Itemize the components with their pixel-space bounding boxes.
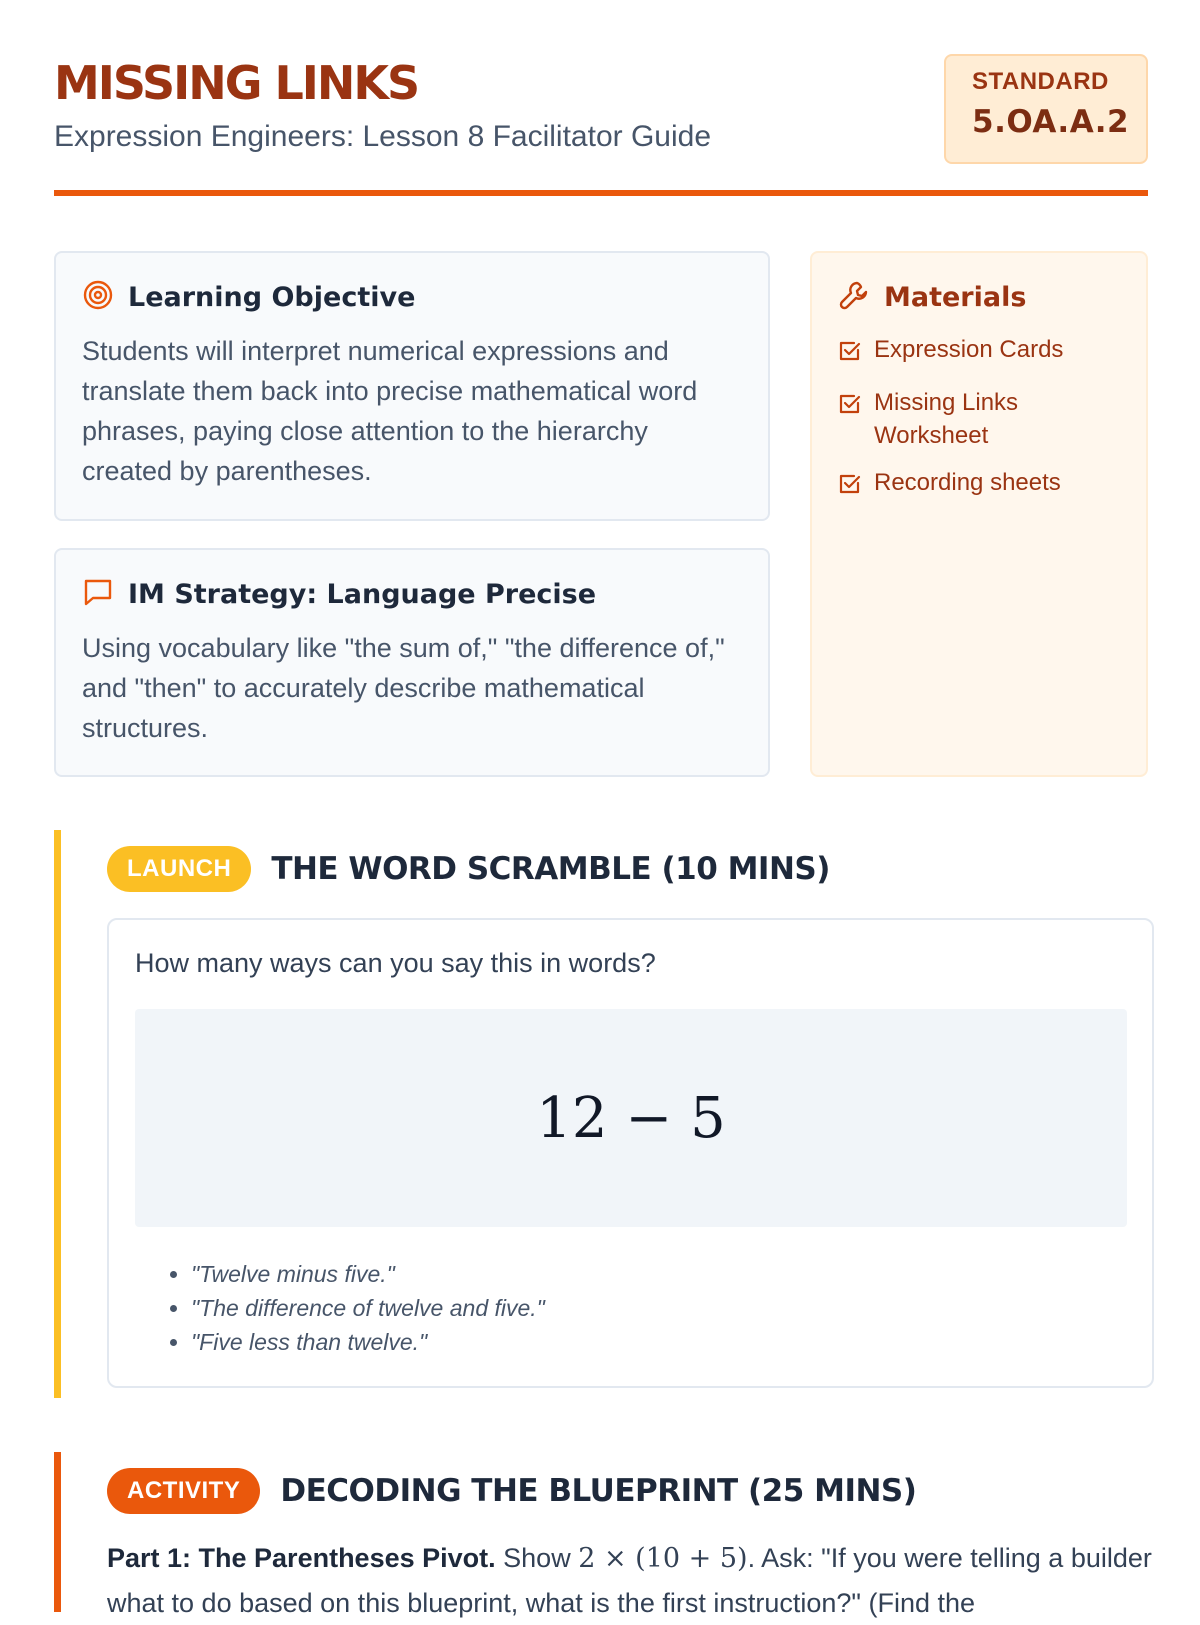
launch-title: THE WORD SCRAMBLE (10 MINS) (271, 851, 830, 887)
objective-title: Learning Objective (128, 281, 416, 313)
checkbox-icon (838, 386, 862, 425)
part-expression: 2 × (10 + 5) (578, 1543, 748, 1574)
checkbox-icon (838, 466, 862, 505)
materials-card (810, 251, 1148, 777)
standard-value: 5.OA.A.2 (972, 104, 1130, 140)
list-item (838, 333, 1120, 372)
activity-badge: ACTIVITY (107, 1468, 260, 1514)
strategy-text: Using vocabulary like "the sum of," "the difference of," and "then" to accurately describe mathematical structures. (82, 633, 725, 743)
part-text: . Ask: "If you were telling a builder what to do based on this blueprint, what is the first instruction?" (Find the (107, 1543, 1152, 1618)
activity-title: DECODING THE BLUEPRINT (25 MINS) (280, 1473, 917, 1509)
list-item (838, 466, 1120, 505)
strategy-title: IM Strategy: Language Precise (128, 578, 597, 610)
materials-title: Materials (884, 281, 1027, 313)
page-header (54, 48, 1148, 198)
launch-section (54, 830, 1148, 1398)
launch-prompt: How many ways can you say this in words? (135, 948, 656, 978)
wrench-icon (838, 279, 870, 316)
standard-badge (944, 54, 1148, 164)
page-subtitle: Expression Engineers: Lesson 8 Facilitator Guide (54, 120, 712, 153)
materials-list (838, 333, 1120, 505)
checkbox-icon (838, 333, 862, 372)
launch-badge: LAUNCH (107, 846, 251, 892)
word-scramble-card (107, 918, 1154, 1388)
expression-display (135, 1009, 1127, 1227)
material-label: Recording sheets (874, 469, 1061, 496)
list-item: • "The difference of twelve and five." (191, 1291, 1126, 1325)
expression-text: 12 − 5 (536, 1085, 726, 1151)
material-label: Missing Links Worksheet (874, 389, 1019, 449)
objective-text: Students will interpret numerical expressions and translate them back into precise mathematical word phrases, paying close attention to the hierarchy created by parentheses. (82, 336, 698, 486)
learning-objective-card (54, 251, 770, 521)
target-icon (82, 279, 114, 316)
header-divider (54, 190, 1148, 196)
list-item: • "Five less than twelve." (191, 1325, 1126, 1359)
list-item: • "Twelve minus five." (191, 1257, 1126, 1291)
strategy-card (54, 548, 770, 777)
part-show: Show (503, 1543, 571, 1573)
standard-label: STANDARD (972, 68, 1109, 95)
chat-icon (82, 576, 114, 613)
activity-paragraph (107, 1536, 1154, 1625)
answer-list (135, 1257, 1126, 1359)
list-item (838, 386, 1120, 452)
part-label: Part 1: The Parentheses Pivot. (107, 1543, 496, 1573)
material-label: Expression Cards (874, 336, 1064, 363)
activity-section (54, 1452, 1152, 1618)
page-title: MISSING LINKS (54, 56, 419, 110)
